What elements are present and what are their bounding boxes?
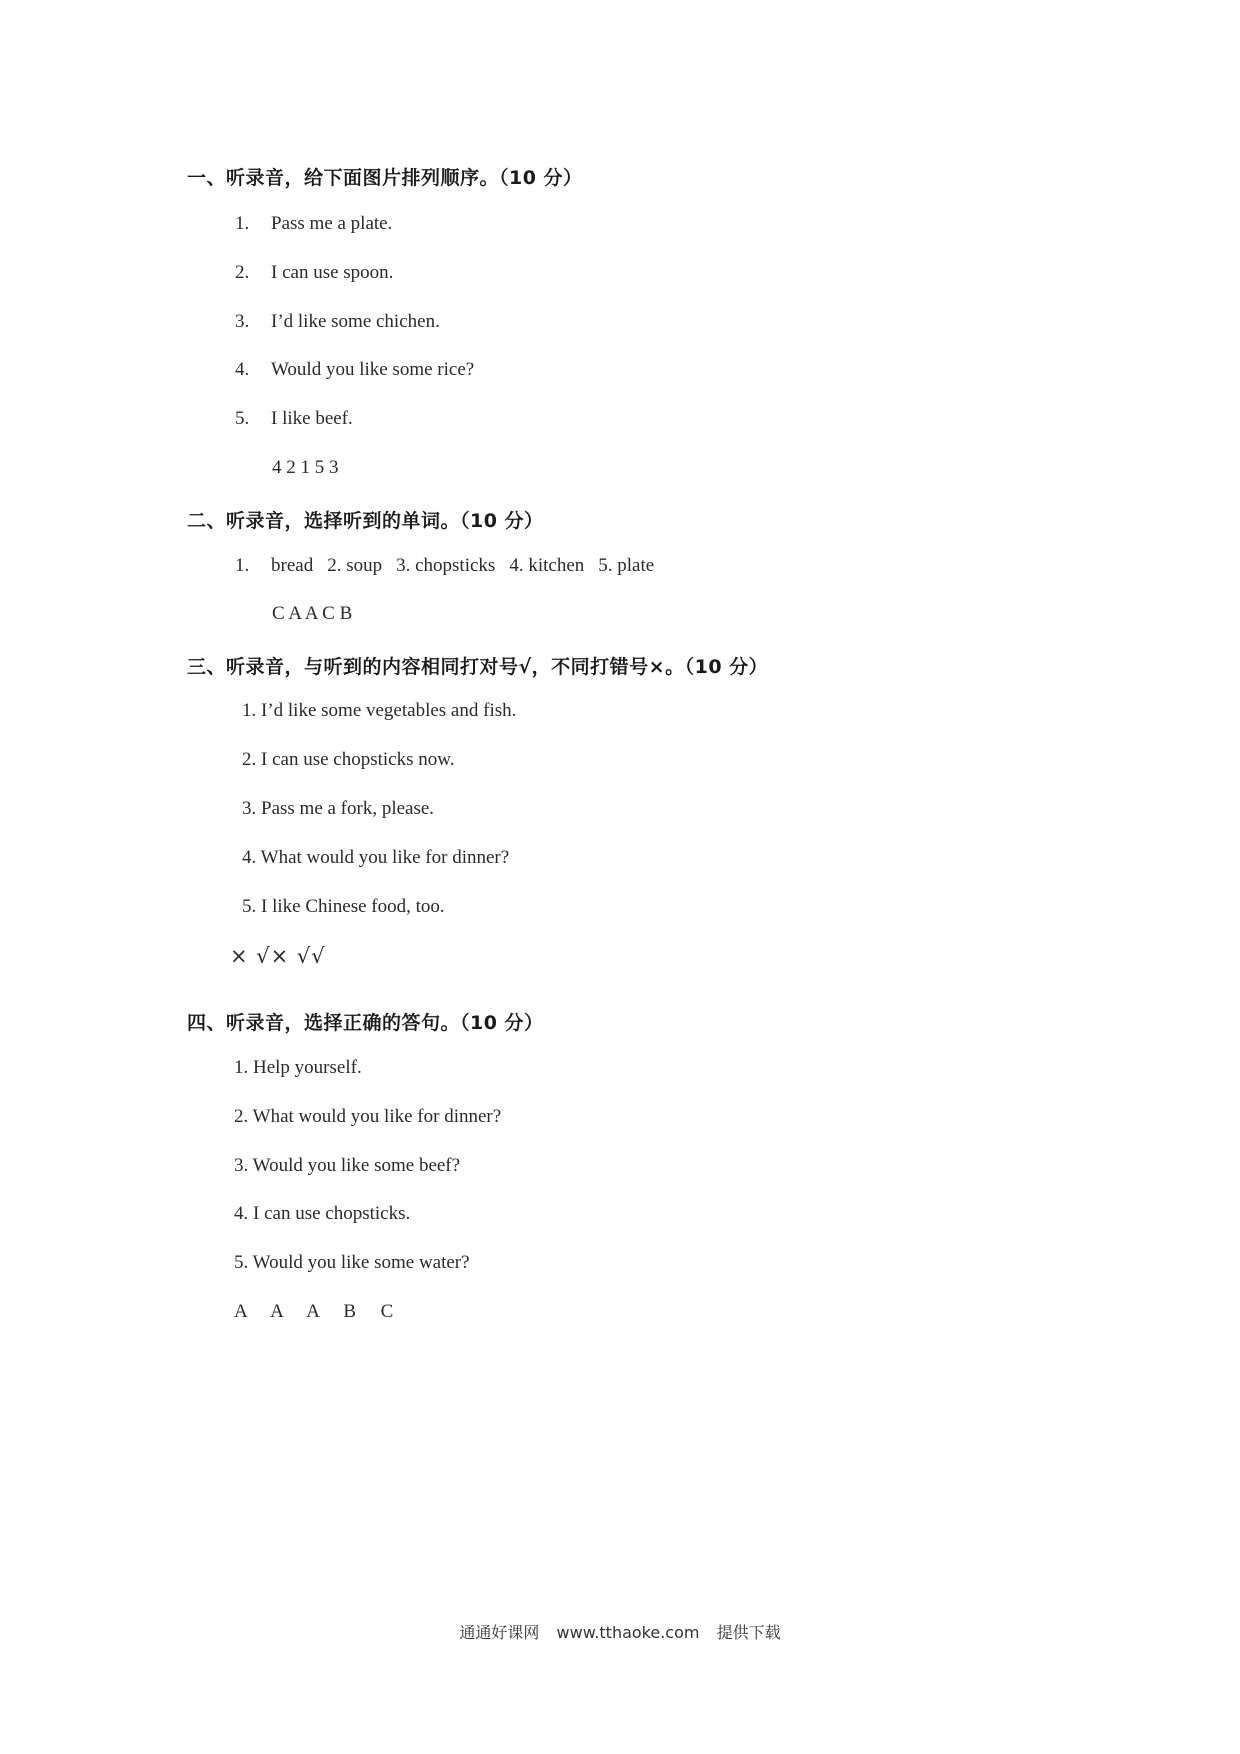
section-1-item-5 [235,408,353,430]
item-number: 1. [235,213,250,234]
section-1-item-3 [235,311,440,333]
section-3-item-2: 2. I can use chopsticks now. [242,749,455,770]
section-4-item-1: 1. Help yourself. [234,1057,362,1078]
item-text: I can use spoon. [271,262,394,283]
item-text: I like beef. [271,408,353,429]
word-option-2: 2. soup [327,555,383,576]
word-option-5: 5. plate [598,555,655,576]
section-4-heading: 四、听录音，选择正确的答句。（10 分） [187,1012,544,1034]
item-number: 3. [235,311,250,332]
item-number: 1. [235,555,250,576]
section-3-heading: 三、听录音，与听到的内容相同打对号√，不同打错号×。（10 分） [187,656,769,678]
item-number: 5. [235,408,250,429]
footer-site-name: 通通好课网 [459,1623,540,1642]
section-1-answer: 4 2 1 5 3 [272,457,339,478]
word-option-1: bread [271,555,314,576]
word-option-3: 3. chopsticks [396,555,496,576]
section-1-heading: 一、听录音，给下面图片排列顺序。（10 分） [187,167,583,189]
section-1-item-1 [235,213,392,235]
section-3-item-3: 3. Pass me a fork, please. [242,798,435,819]
item-number: 4. [235,359,250,380]
section-4-item-5: 5. Would you like some water? [234,1252,470,1273]
item-number: 2. [235,262,250,283]
section-3-item-5: 5. I like Chinese food, too. [242,896,445,917]
section-2-word-row [235,555,668,577]
section-4-item-3: 3. Would you like some beef? [234,1155,461,1176]
item-text: I’d like some chichen. [271,311,440,332]
section-4-item-4: 4. I can use chopsticks. [234,1203,411,1224]
word-option-4: 4. kitchen [509,555,585,576]
section-3-answer: × √× √√ [230,944,326,968]
section-4-item-2: 2. What would you like for dinner? [234,1106,502,1127]
footer-suffix: 提供下载 [716,1623,781,1642]
item-text: Would you like some rice? [271,359,475,380]
footer-url-link[interactable]: www.tthaoke.com [556,1623,700,1642]
section-4-answer: A A A B C [234,1301,399,1322]
item-text: Pass me a plate. [271,213,393,234]
section-2-answer: C A A C B [272,603,353,624]
section-3-item-4: 4. What would you like for dinner? [242,847,510,868]
section-3-item-1: 1. I’d like some vegetables and fish. [242,700,517,721]
page-footer [0,1620,1240,1643]
section-1-item-4 [235,359,474,381]
section-2-heading: 二、听录音，选择听到的单词。（10 分） [187,510,544,532]
section-1-item-2 [235,262,393,284]
